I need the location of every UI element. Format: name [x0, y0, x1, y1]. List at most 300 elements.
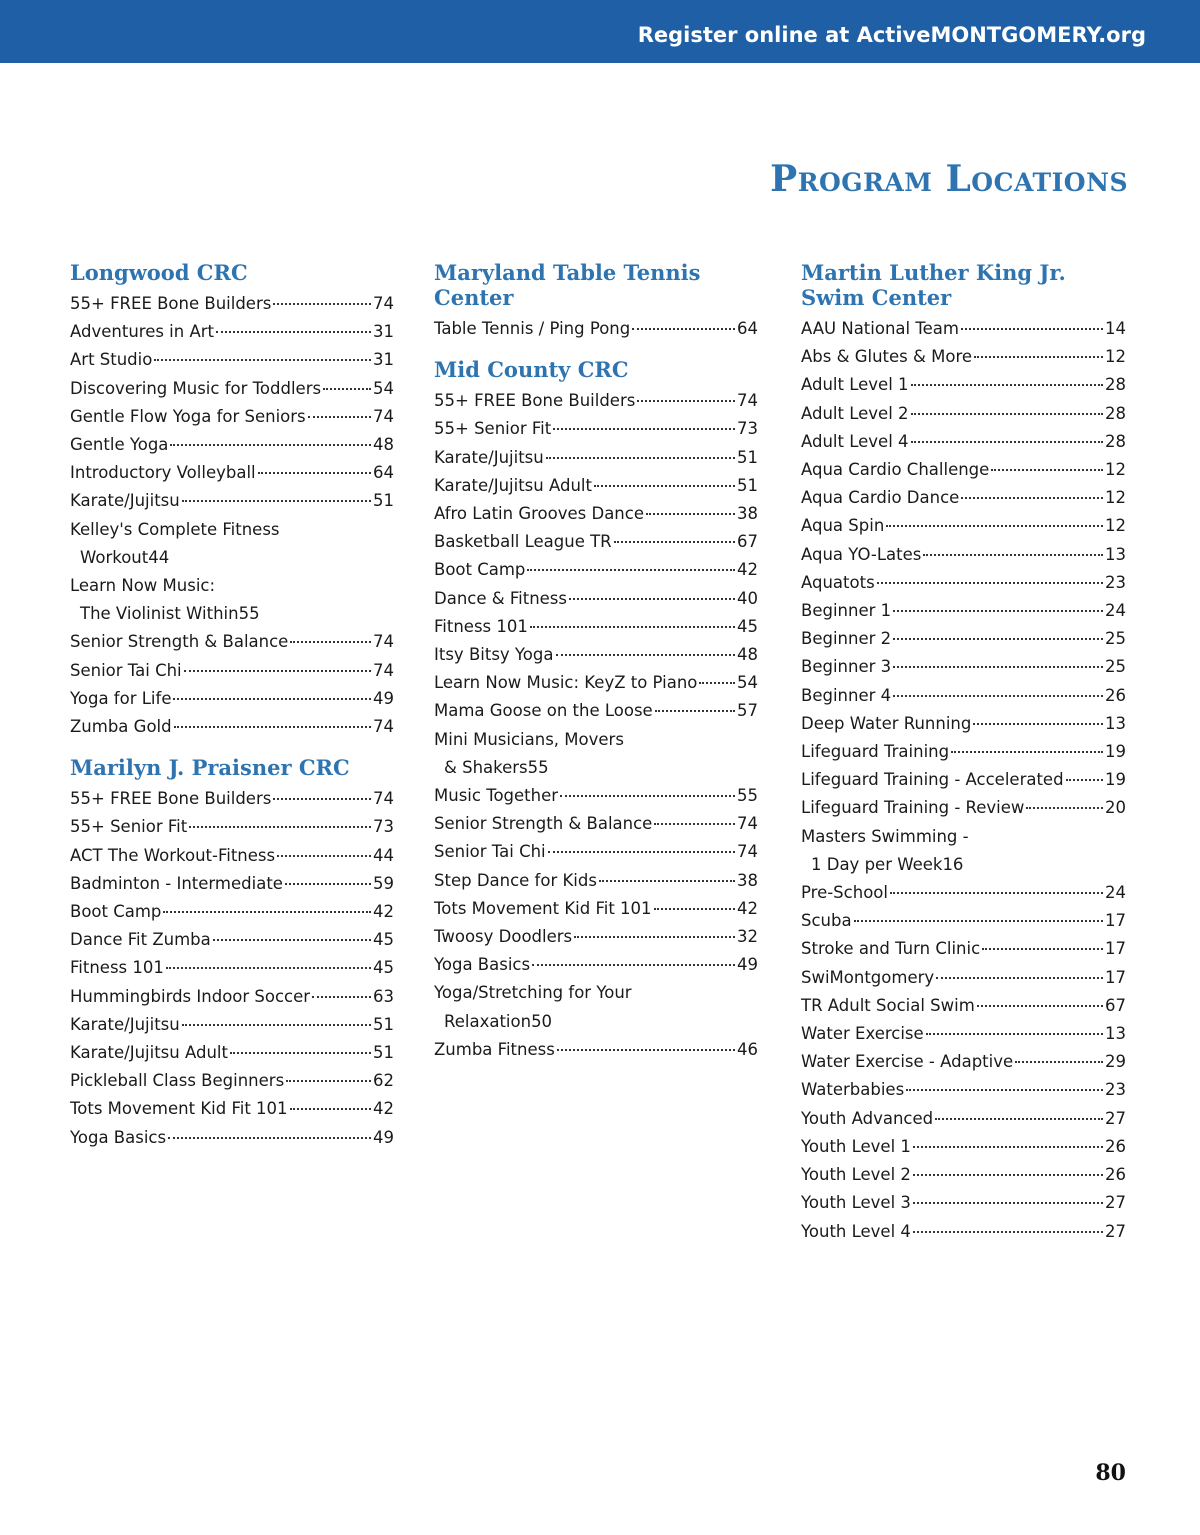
dot-leader	[913, 1231, 1103, 1233]
dot-leader	[548, 851, 735, 853]
page-ref: 74	[373, 660, 394, 680]
program-name: 55+ FREE Bone Builders	[434, 391, 636, 411]
dot-leader	[557, 1049, 735, 1051]
program-entry	[70, 657, 394, 685]
program-name: Music Together	[434, 786, 559, 806]
program-entry	[70, 926, 394, 954]
register-online-link[interactable]: Register online at ActiveMONTGOMERY.org	[637, 23, 1146, 47]
program-name: Masters Swimming -	[801, 826, 969, 846]
program-name: Learn Now Music: KeyZ to Piano	[434, 673, 698, 693]
program-entry	[70, 842, 394, 870]
program-name: Zumba Gold	[70, 717, 172, 737]
program-entry	[801, 766, 1126, 794]
dot-leader	[594, 485, 735, 487]
page-ref: 62	[373, 1071, 394, 1091]
dot-leader	[655, 710, 735, 712]
program-entry	[801, 1020, 1126, 1048]
dot-leader	[154, 359, 371, 361]
program-entry	[801, 738, 1126, 766]
program-name: Stroke and Turn Clinic	[801, 939, 981, 959]
dot-leader	[699, 682, 735, 684]
program-entry	[434, 726, 758, 782]
program-name-continued: 1 Day per Week	[811, 854, 943, 874]
program-name: Karate/Jujitsu Adult	[70, 1043, 228, 1063]
dot-leader	[961, 328, 1103, 330]
program-name: Badminton - Intermediate	[70, 873, 283, 893]
dot-leader	[546, 457, 735, 459]
page-ref: 23	[1105, 1080, 1126, 1100]
program-entry	[434, 641, 758, 669]
program-name: 55+ Senior Fit	[70, 817, 188, 837]
page-ref: 74	[373, 789, 394, 809]
dot-leader	[935, 1118, 1103, 1120]
program-entry	[70, 516, 394, 572]
program-entry	[801, 456, 1126, 484]
page-ref: 19	[1105, 742, 1126, 762]
page-ref: 57	[737, 701, 758, 721]
page-ref: 67	[1105, 995, 1126, 1015]
program-entry	[801, 1189, 1126, 1217]
page-ref: 14	[1105, 319, 1126, 338]
program-entry	[801, 907, 1126, 935]
program-name: Table Tennis / Ping Pong	[434, 319, 631, 338]
dot-leader	[913, 1146, 1103, 1148]
page-ref: 42	[737, 898, 758, 918]
location-title: Maryland Table Tennis Center	[434, 260, 701, 310]
dot-leader	[184, 670, 371, 672]
program-entry	[70, 1039, 394, 1067]
program-name: Aqua Cardio Dance	[801, 488, 960, 508]
dot-leader	[286, 1080, 371, 1082]
page-ref: 13	[1105, 713, 1126, 733]
program-name: Deep Water Running	[801, 713, 972, 733]
page-ref: 42	[737, 560, 758, 580]
page-ref: 17	[1105, 939, 1126, 959]
program-name: Water Exercise - Adaptive	[801, 1052, 1014, 1072]
page-ref: 64	[373, 463, 394, 483]
page-title: Program Locations	[770, 158, 1128, 200]
dot-leader	[569, 598, 735, 600]
dot-leader	[216, 331, 371, 333]
page-ref: 13	[1105, 544, 1126, 564]
page-ref: 74	[373, 294, 394, 313]
column-1	[70, 260, 394, 1152]
program-name: Yoga for Life	[70, 688, 172, 708]
program-entry	[434, 315, 758, 343]
program-name: Adult Level 4	[801, 431, 909, 451]
dot-leader	[951, 751, 1103, 753]
page-ref: 26	[1105, 1165, 1126, 1185]
program-name: Lifeguard Training	[801, 742, 950, 762]
page-ref: 27	[1105, 1108, 1126, 1128]
dot-leader	[991, 469, 1103, 471]
page-ref: 45	[373, 930, 394, 950]
program-name: Yoga Basics	[434, 955, 531, 975]
program-name: Waterbabies	[801, 1080, 905, 1100]
program-name: Karate/Jujitsu Adult	[434, 475, 592, 495]
dot-leader	[189, 826, 371, 828]
dot-leader	[977, 1005, 1103, 1007]
dot-leader	[911, 384, 1103, 386]
location-section	[434, 260, 758, 343]
dot-leader	[890, 892, 1103, 894]
page-ref: 19	[1105, 770, 1126, 790]
program-entry	[70, 318, 394, 346]
page-ref: 42	[373, 1099, 394, 1119]
program-name: AAU National Team	[801, 319, 959, 338]
location-title: Marilyn J. Praisner CRC	[70, 755, 350, 781]
dot-leader	[854, 920, 1103, 922]
page-ref: 51	[373, 1014, 394, 1034]
page-ref: 28	[1105, 431, 1126, 451]
program-name: Mini Musicians, Movers	[434, 729, 624, 749]
program-entry	[434, 613, 758, 641]
program-entry	[434, 415, 758, 443]
program-name-continued-line	[434, 1008, 758, 1036]
dot-leader	[913, 1174, 1103, 1176]
program-entry	[70, 685, 394, 713]
page-ref: 74	[373, 406, 394, 426]
program-entry	[70, 431, 394, 459]
dot-leader	[285, 883, 371, 885]
program-list	[434, 315, 758, 343]
dot-leader	[614, 541, 735, 543]
dot-leader	[213, 939, 371, 941]
dot-leader	[973, 723, 1103, 725]
page-ref: 73	[373, 817, 394, 837]
page-ref: 49	[373, 688, 394, 708]
program-name: Aqua Spin	[801, 516, 885, 536]
program-name: Zumba Fitness	[434, 1039, 555, 1059]
page-ref: 32	[737, 927, 758, 947]
program-entry	[801, 653, 1126, 681]
program-name: Dance Fit Zumba	[70, 930, 211, 950]
program-name: Youth Level 4	[801, 1221, 911, 1241]
program-entry	[801, 400, 1126, 428]
page-ref: 44	[373, 845, 394, 865]
program-entry	[801, 879, 1126, 907]
program-name-continued-line	[70, 544, 394, 572]
program-name-continued-line	[434, 754, 758, 782]
program-name: Beginner 1	[801, 601, 892, 621]
program-name-continued: & Shakers	[444, 757, 528, 777]
header-banner	[0, 0, 1200, 63]
program-entry	[70, 628, 394, 656]
program-name: Yoga/Stretching for Your	[434, 983, 632, 1003]
program-name: Kelley's Complete Fitness	[70, 519, 280, 539]
dot-leader	[290, 641, 371, 643]
program-entry	[70, 1095, 394, 1123]
program-entry	[801, 1133, 1126, 1161]
program-entry	[801, 428, 1126, 456]
page-ref: 74	[737, 391, 758, 411]
page-ref: 63	[373, 986, 394, 1006]
program-entry	[434, 782, 758, 810]
page-ref: 46	[737, 1039, 758, 1059]
location-title: Longwood CRC	[70, 260, 248, 285]
dot-leader	[906, 1089, 1103, 1091]
page-ref: 17	[1105, 911, 1126, 931]
program-entry	[70, 1011, 394, 1039]
program-name-continued: The Violinist Within	[80, 604, 239, 624]
location-title: Martin Luther King Jr. Swim Center	[801, 260, 1066, 310]
page-ref: 27	[1105, 1221, 1126, 1241]
page-ref: 74	[373, 632, 394, 652]
program-name: Aqua YO-Lates	[801, 544, 922, 564]
location-section	[801, 260, 1126, 1246]
dot-leader	[556, 654, 736, 656]
location-section	[70, 260, 394, 741]
dot-leader	[168, 1137, 371, 1139]
page-ref: 49	[373, 1127, 394, 1147]
program-list	[801, 315, 1126, 1246]
program-list	[70, 785, 394, 1152]
program-name: ACT The Workout-Fitness	[70, 845, 276, 865]
program-entry	[801, 625, 1126, 653]
program-name: 55+ FREE Bone Builders	[70, 789, 272, 809]
program-entry	[434, 556, 758, 584]
page-ref: 12	[1105, 516, 1126, 536]
dot-leader	[654, 823, 735, 825]
program-name: Tots Movement Kid Fit 101	[70, 1099, 288, 1119]
dot-leader	[163, 911, 371, 913]
page-ref: 26	[1105, 1136, 1126, 1156]
page-ref: 12	[1105, 488, 1126, 508]
page-ref: 73	[737, 419, 758, 439]
program-entry	[434, 472, 758, 500]
program-name: Aqua Cardio Challenge	[801, 460, 990, 480]
page-ref: 54	[737, 673, 758, 693]
dot-leader	[174, 726, 371, 728]
program-name: Basketball League TR	[434, 532, 612, 552]
program-name: Yoga Basics	[70, 1127, 167, 1147]
program-entry	[801, 1161, 1126, 1189]
dot-leader	[574, 936, 735, 938]
program-entry	[801, 484, 1126, 512]
page-ref: 45	[373, 958, 394, 978]
dot-leader	[560, 795, 735, 797]
program-name: Beginner 4	[801, 685, 892, 705]
page-ref: 16	[942, 854, 964, 874]
program-name: Youth Level 1	[801, 1136, 911, 1156]
dot-leader	[877, 582, 1103, 584]
dot-leader	[974, 356, 1103, 358]
program-entry	[70, 487, 394, 515]
program-name: Fitness 101	[70, 958, 164, 978]
dot-leader	[1066, 779, 1103, 781]
dot-leader	[182, 500, 371, 502]
dot-leader	[1015, 1061, 1103, 1063]
program-name: Karate/Jujitsu	[70, 491, 180, 511]
program-name: Pre-School	[801, 883, 888, 903]
page-ref: 55	[527, 757, 549, 777]
program-name: Lifeguard Training - Accelerated	[801, 770, 1064, 790]
program-entry	[801, 371, 1126, 399]
program-name: Discovering Music for Toddlers	[70, 378, 322, 398]
page-ref: 31	[373, 350, 394, 370]
program-name: Introductory Volleyball	[70, 463, 256, 483]
program-entry	[70, 870, 394, 898]
program-name: Dance & Fitness	[434, 588, 567, 608]
program-entry	[801, 964, 1126, 992]
dot-leader	[273, 303, 371, 305]
program-entry	[70, 403, 394, 431]
program-entry	[70, 813, 394, 841]
page-ref: 50	[531, 1011, 553, 1031]
page-ref: 40	[737, 588, 758, 608]
dot-leader	[530, 626, 735, 628]
page-ref: 12	[1105, 347, 1126, 367]
program-name: Senior Tai Chi	[434, 842, 546, 862]
program-entry	[801, 1048, 1126, 1076]
program-entry	[801, 682, 1126, 710]
program-entry	[801, 794, 1126, 822]
program-entry	[434, 951, 758, 979]
dot-leader	[926, 1033, 1103, 1035]
program-name: Gentle Yoga	[70, 435, 169, 455]
dot-leader	[290, 1108, 371, 1110]
page-ref: 44	[148, 547, 170, 567]
page-ref: 17	[1105, 967, 1126, 987]
page-ref: 54	[373, 378, 394, 398]
program-entry	[801, 343, 1126, 371]
program-entry	[70, 898, 394, 926]
page-ref: 74	[373, 717, 394, 737]
program-name: SwiMontgomery	[801, 967, 935, 987]
dot-leader	[182, 1024, 371, 1026]
program-name: Mama Goose on the Loose	[434, 701, 653, 721]
page-ref: 28	[1105, 375, 1126, 395]
dot-leader	[893, 695, 1103, 697]
dot-leader	[166, 967, 371, 969]
dot-leader	[893, 610, 1103, 612]
program-entry	[801, 541, 1126, 569]
page-ref: 29	[1105, 1052, 1126, 1072]
program-name-continued-line	[801, 851, 1126, 879]
program-entry	[434, 979, 758, 1035]
program-entry	[70, 983, 394, 1011]
program-name: Itsy Bitsy Yoga	[434, 645, 554, 665]
page-ref: 51	[373, 1043, 394, 1063]
program-entry	[434, 923, 758, 951]
program-name-continued-line	[70, 600, 394, 628]
dot-leader	[1026, 807, 1103, 809]
dot-leader	[961, 497, 1103, 499]
page-ref: 24	[1105, 883, 1126, 903]
program-entry	[70, 713, 394, 741]
program-entry	[70, 375, 394, 403]
program-name: Beginner 3	[801, 657, 892, 677]
program-entry	[434, 1036, 758, 1064]
program-entry	[801, 569, 1126, 597]
program-entry	[70, 346, 394, 374]
program-entry	[434, 585, 758, 613]
program-name: 55+ FREE Bone Builders	[70, 294, 272, 313]
program-name: Lifeguard Training - Review	[801, 798, 1025, 818]
program-entry	[70, 459, 394, 487]
program-entry	[70, 1124, 394, 1152]
program-entry	[434, 500, 758, 528]
program-name: Senior Tai Chi	[70, 660, 182, 680]
program-entry	[434, 867, 758, 895]
page-ref: 38	[737, 504, 758, 524]
page-ref: 51	[373, 491, 394, 511]
page-ref: 27	[1105, 1193, 1126, 1213]
location-title: Mid County CRC	[434, 357, 629, 383]
page-ref: 48	[373, 435, 394, 455]
program-entry	[434, 669, 758, 697]
program-name: Senior Strength & Balance	[434, 814, 653, 834]
dot-leader	[982, 948, 1103, 950]
dot-leader	[911, 441, 1103, 443]
program-name: Abs & Glutes & More	[801, 347, 973, 367]
program-name: Adventures in Art	[70, 322, 215, 342]
dot-leader	[230, 1052, 371, 1054]
location-section	[70, 755, 394, 1152]
dot-leader	[911, 413, 1103, 415]
dot-leader	[273, 798, 371, 800]
page-ref: 12	[1105, 460, 1126, 480]
page-ref: 23	[1105, 572, 1126, 592]
dot-leader	[312, 996, 371, 998]
dot-leader	[308, 416, 371, 418]
program-name: Youth Level 2	[801, 1165, 911, 1185]
dot-leader	[599, 880, 735, 882]
program-entry	[434, 387, 758, 415]
page-ref: 28	[1105, 403, 1126, 423]
page-ref: 67	[737, 532, 758, 552]
program-name: Aquatots	[801, 572, 875, 592]
program-name: Pickleball Class Beginners	[70, 1071, 285, 1091]
page-ref: 59	[373, 873, 394, 893]
program-entry	[434, 528, 758, 556]
dot-leader	[654, 908, 735, 910]
program-name: Boot Camp	[434, 560, 526, 580]
program-name: Adult Level 2	[801, 403, 909, 423]
program-name: Adult Level 1	[801, 375, 909, 395]
dot-leader	[258, 472, 371, 474]
dot-leader	[170, 444, 371, 446]
program-name: 55+ Senior Fit	[434, 419, 552, 439]
page-ref: 42	[373, 902, 394, 922]
page-ref: 25	[1105, 629, 1126, 649]
page-ref: 13	[1105, 1024, 1126, 1044]
location-section	[434, 357, 758, 1064]
program-name: Scuba	[801, 911, 852, 931]
program-name: Art Studio	[70, 350, 153, 370]
dot-leader	[277, 855, 371, 857]
column-3	[801, 260, 1126, 1246]
program-name-continued: Relaxation	[444, 1011, 532, 1031]
program-entry	[801, 992, 1126, 1020]
dot-leader	[886, 525, 1103, 527]
program-list	[70, 290, 394, 741]
program-name: Afro Latin Grooves Dance	[434, 504, 644, 524]
program-entry	[801, 1105, 1126, 1133]
program-name-continued: Workout	[80, 547, 149, 567]
page-ref: 48	[737, 645, 758, 665]
program-entry	[434, 444, 758, 472]
program-entry	[434, 838, 758, 866]
program-entry	[434, 895, 758, 923]
dot-leader	[913, 1202, 1103, 1204]
program-name: Twoosy Doodlers	[434, 927, 573, 947]
page-ref: 55	[238, 604, 260, 624]
page-ref: 26	[1105, 685, 1126, 705]
page-ref: 31	[373, 322, 394, 342]
dot-leader	[893, 638, 1103, 640]
program-name: Step Dance for Kids	[434, 870, 597, 890]
